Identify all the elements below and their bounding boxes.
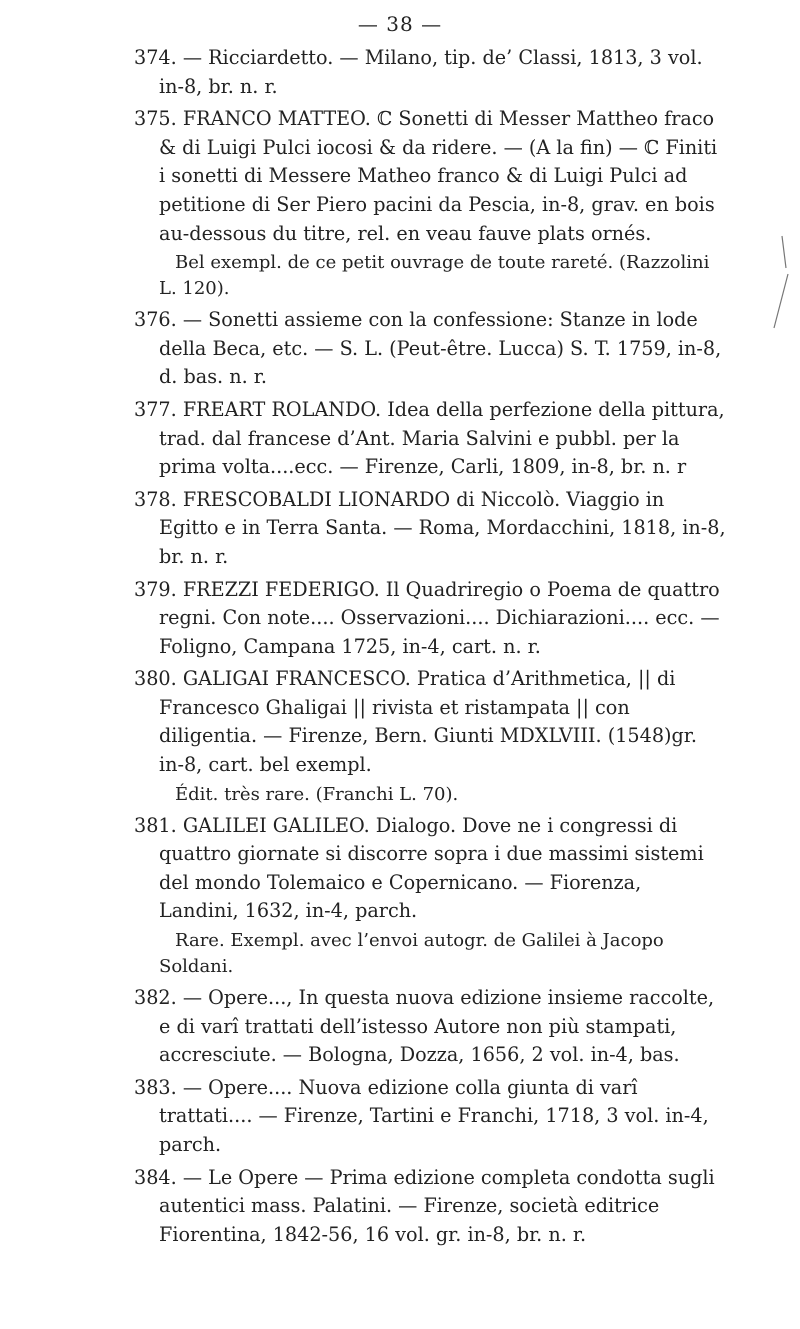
entry-text: 383. — Opere.... Nuova edizione colla giunta di varî trattati.... — Firenze, Tartini e Franchi, 1718, 3 vol. in-4, parch. xyxy=(134,1075,709,1156)
entry-text: 377. FREART ROLANDO. Idea della perfezione della pittura, trad. dal francese d’Ant. Maria Salvini e pubbl. per la prima volta....ecc. — Firenze, Carli, 1809, in-8, br. n. r xyxy=(134,397,725,479)
entry-text: 384. — Le Opere — Prima edizione completa condotta sugli autentici mass. Palatini. — Firenze, società editrice Fiorentina, 1842-56, 16 vol. gr. in-8, br. n. r. xyxy=(134,1165,715,1246)
catalogue-entry-377 xyxy=(134,396,726,482)
catalogue-entry-375 xyxy=(134,105,726,302)
catalogue-entry-382 xyxy=(134,984,726,1070)
entry-text: 374. — Ricciardetto. — Milano, tip. de’ Classi, 1813, 3 vol. in-8, br. n. r. xyxy=(134,46,703,98)
margin-pencil-mark xyxy=(752,232,792,342)
entry-text: 375. FRANCO MATTEO. ℂ Sonetti di Messer Mattheo fraco & di Luigi Pulci iocosi & da ridere. — (A la fin) — ℂ Finiti i sonetti di Messere Matheo franco & di Luigi Pulci ad petitione di Ser Piero pacini da Pescia, in-8, grav. en bois au-dessous du titre, rel. en veau fauve plats ornés. xyxy=(134,107,718,245)
entry-text: 382. — Opere..., In questa nuova edizione insieme raccolte, e di varî trattati dell’istesso Autore non più stampati, accresciute. — Bologna, Dozza, 1656, 2 vol. in-4, bas. xyxy=(134,986,715,1067)
entry-text: 380. GALIGAI FRANCESCO. Pratica d’Arithmetica, || di Francesco Ghaligai || rivista et ristampata || con diligentia. — Firenze, Bern. Giunti MDXLVIII. (1548)gr. in-8, cart. bel exempl. xyxy=(134,667,697,777)
catalogue-entry-384 xyxy=(134,1164,726,1250)
entry-note: Rare. Exempl. avec l’envoi autogr. de Galilei à Jacopo Soldani. xyxy=(159,930,664,978)
entry-note: Bel exempl. de ce petit ouvrage de toute rareté. (Razzolini L. 120). xyxy=(159,252,710,300)
catalogue-entry-381 xyxy=(134,812,726,980)
catalogue-entry-380 xyxy=(134,665,726,807)
entry-list xyxy=(134,44,726,1253)
catalogue-entry-383 xyxy=(134,1074,726,1160)
entry-text: 378. FRESCOBALDI LIONARDO di Niccolò. Viaggio in Egitto e in Terra Santa. — Roma, Mordacchini, 1818, in-8, br. n. r. xyxy=(134,487,726,568)
page-number: — 38 — xyxy=(357,12,443,36)
entry-text: 379. FREZZI FEDERIGO. Il Quadriregio o Poema de quattro regni. Con note.... Osservazioni.... Dichiarazioni.... ecc. — Foligno, Campana 1725, in-4, cart. n. r. xyxy=(134,577,720,658)
catalogue-entry-378 xyxy=(134,486,726,572)
entry-note: Édit. très rare. (Franchi L. 70). xyxy=(175,783,459,805)
entry-text: 381. GALILEI GALILEO. Dialogo. Dove ne i congressi di quattro giornate si discorre sopra i due massimi sistemi del mondo Tolemaico e Copernicano. — Fiorenza, Landini, 1632, in-4, parch. xyxy=(134,813,704,923)
catalogue-entry-374 xyxy=(134,44,726,101)
catalogue-entry-376 xyxy=(134,306,726,392)
catalogue-entry-379 xyxy=(134,576,726,662)
entry-text: 376. — Sonetti assieme con la confessione: Stanze in lode della Beca, etc. — S. L. (Peut-être. Lucca) S. T. 1759, in-8, d. bas. n. r. xyxy=(134,308,722,389)
